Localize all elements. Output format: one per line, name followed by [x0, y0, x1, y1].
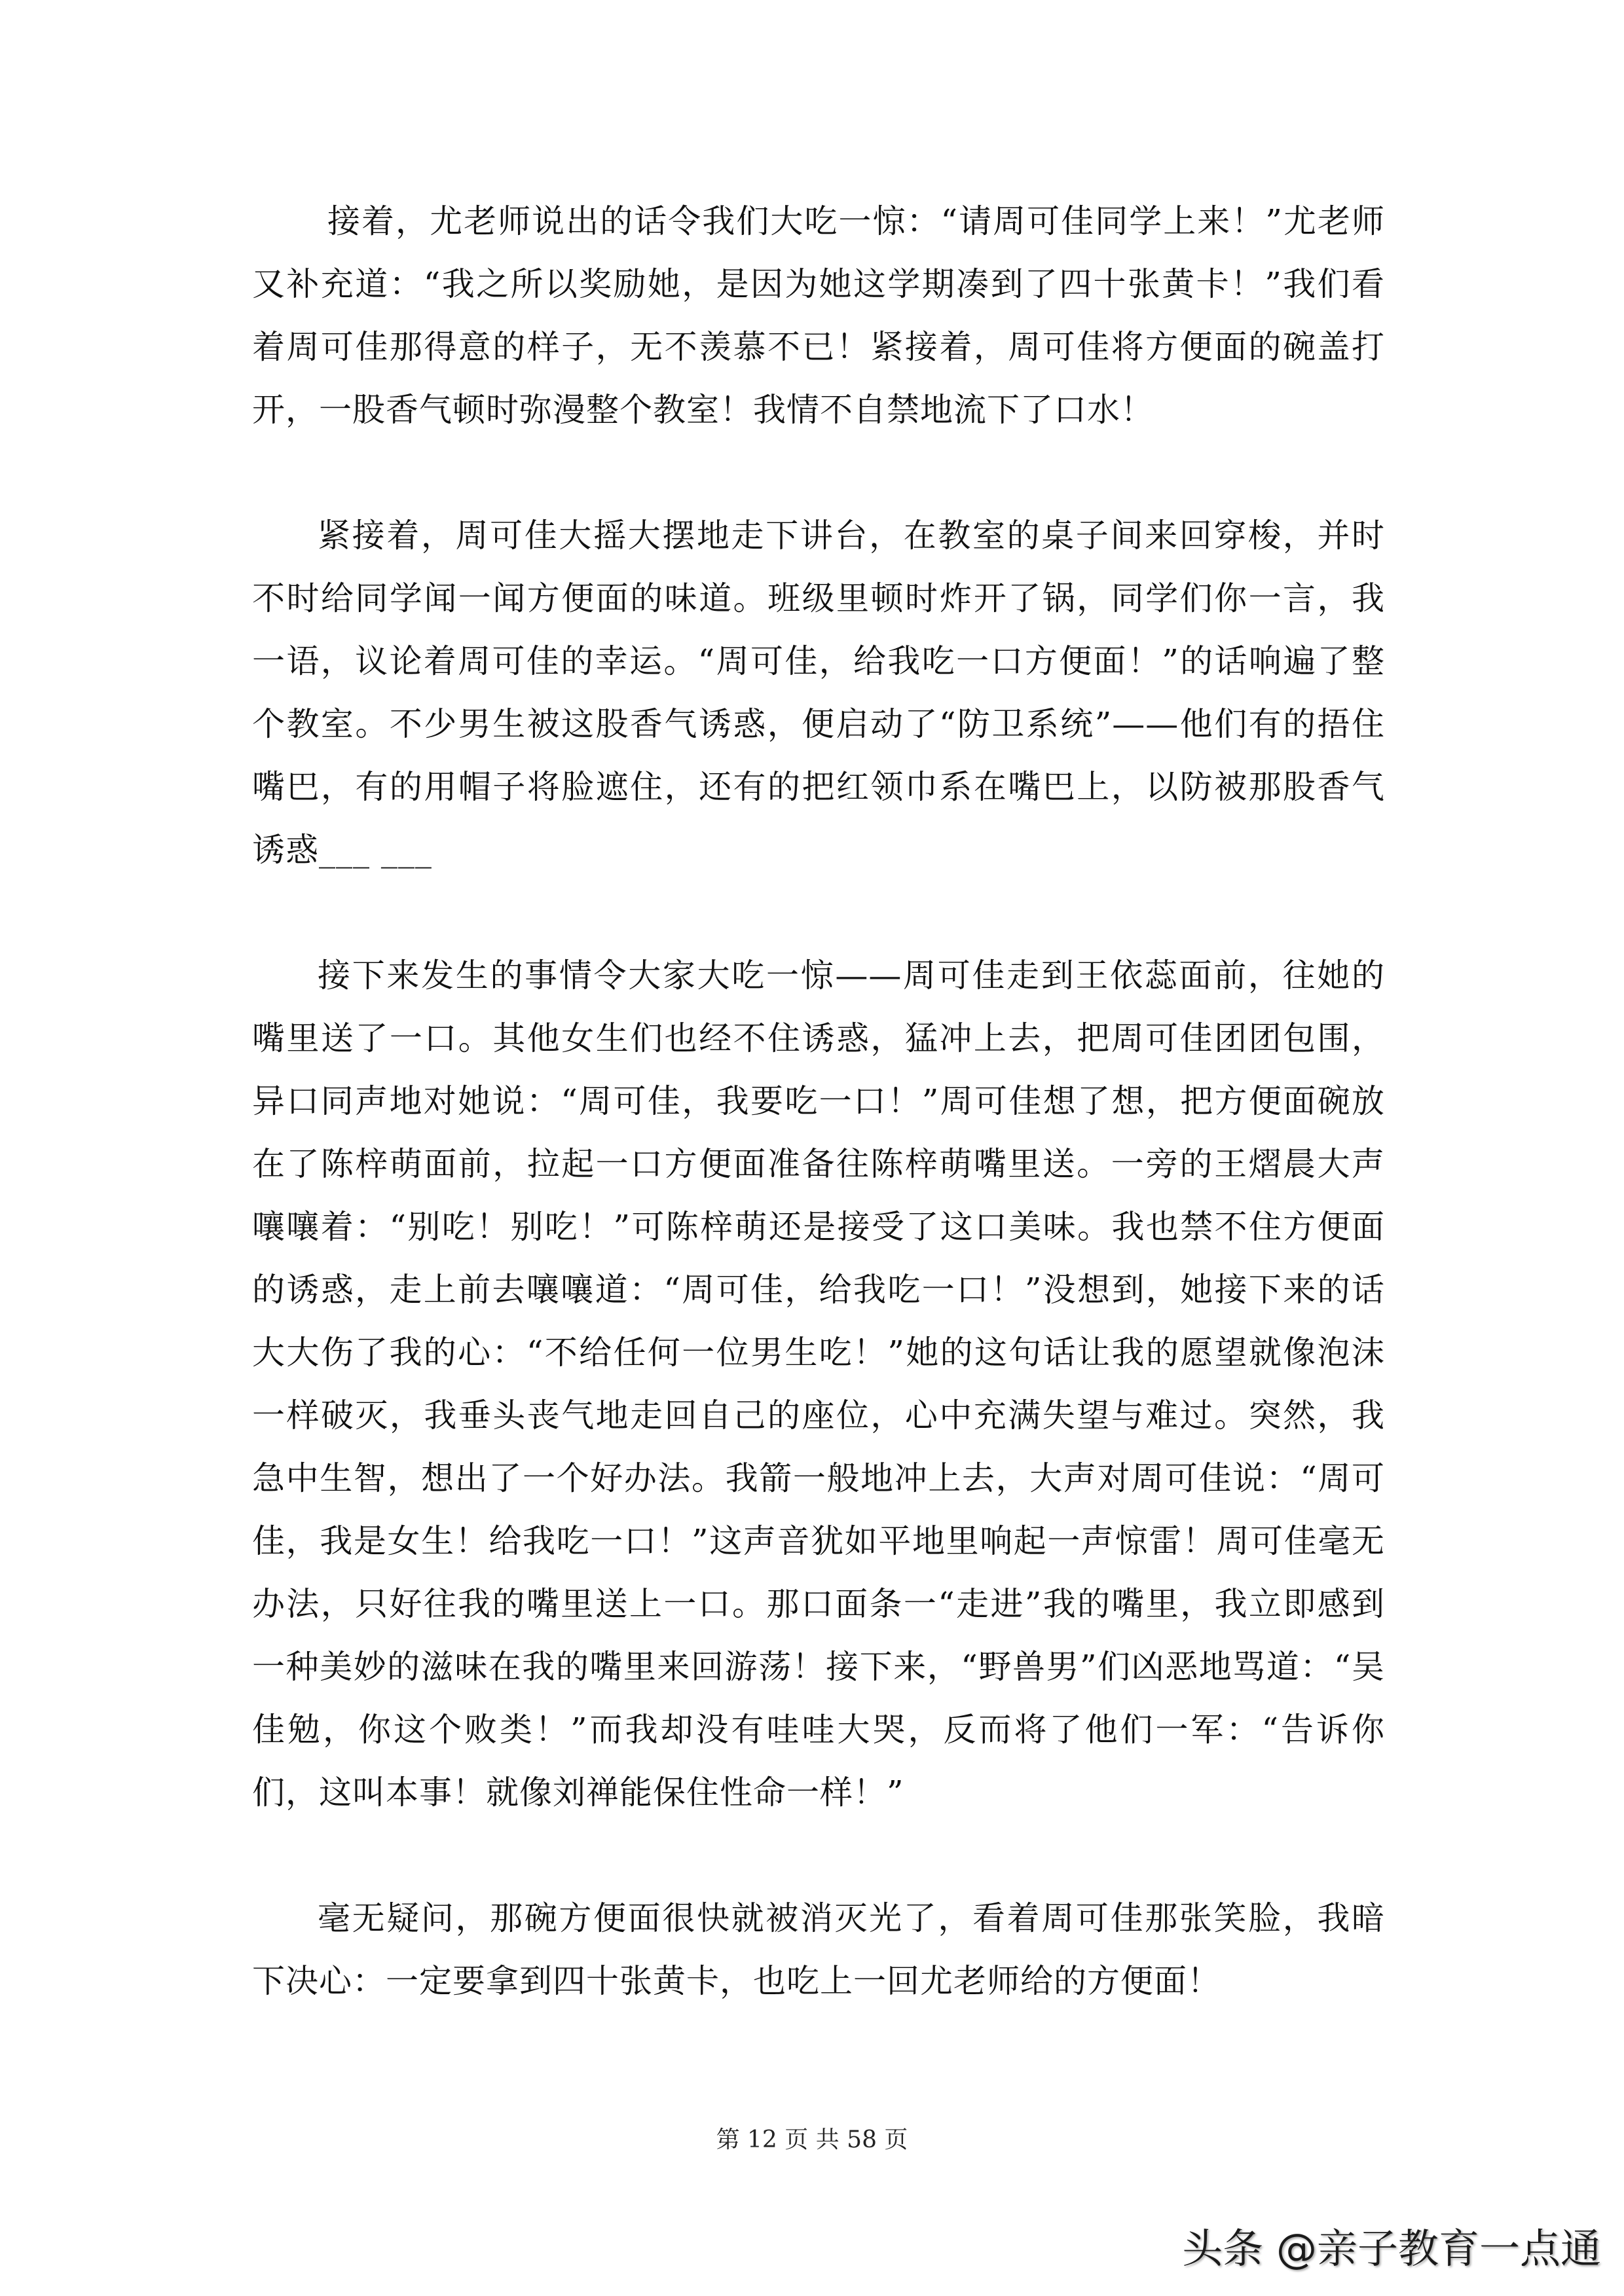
paragraph-4: 毫无疑问，那碗方便面很快就被消灭光了，看着周可佳那张笑脸，我暗下决心：一定要拿到四十张黄卡，也吃上一回尤老师给的方便面！	[252, 1899, 1385, 2000]
paragraph-3: 接下来发生的事情令大家大吃一惊——周可佳走到王依蕊面前，往她的嘴里送了一口。其他女生们也经不住诱惑，猛冲上去，把周可佳团团包围，异口同声地对她说：“周可佳，我要吃一口！”周可佳想了想，把方便面碗放在了陈梓萌面前，拉起一口方便面准备往陈梓萌嘴里送。一旁的王熠晨大声嚷嚷着：“别吃！别吃！”可陈梓萌还是接受了这口美味。我也禁不住方便面的诱惑，走上前去嚷嚷道：“周可佳，给我吃一口！”没想到，她接下来的话大大伤了我的心：“不给任何一位男生吃！”她的这句话让我的愿望就像泡沫一样破灭，我垂头丧气地走回自己的座位，心中充满失望与难过。突然，我急中生智，想出了一个好办法。我箭一般地冲上去，大声对周可佳说：“周可佳，我是女生！给我吃一口！”这声音犹如平地里响起一声惊雷！周可佳毫无办法，只好往我的嘴里送上一口。那口面条一“走进”我的嘴里，我立即感到一种美妙的滋味在我的嘴里来回游荡！接下来，“野兽男”们凶恶地骂道：“吴佳勉，你这个败类！”而我却没有哇哇大哭，反而将了他们一军：“告诉你们，这叫本事！就像刘禅能保住性命一样！”	[252, 957, 1385, 1812]
document-body	[252, 190, 1385, 2075]
source-watermark: 头条 @亲子教育一点通	[1182, 2225, 1601, 2272]
paragraph-1: 接着，尤老师说出的话令我们大吃一惊：“请周可佳同学上来！”尤老师又补充道：“我之所以奖励她，是因为她这学期凑到了四十张黄卡！”我们看着周可佳那得意的样子，无不羡慕不已！紧接着，周可佳将方便面的碗盖打开，一股香气顿时弥漫整个教室！我情不自禁地流下了口水！	[252, 202, 1385, 429]
paragraph-2: 紧接着，周可佳大摇大摆地走下讲台，在教室的桌子间来回穿梭，并时不时给同学闻一闻方便面的味道。班级里顿时炸开了锅，同学们你一言，我一语，议论着周可佳的幸运。“周可佳，给我吃一口方便面！”的话响遍了整个教室。不少男生被这股香气诱惑，便启动了“防卫系统”——他们有的捂住嘴巴，有的用帽子将脸遮住，还有的把红领巾系在嘴巴上，以防被那股香气诱惑___ ___	[252, 517, 1385, 869]
page-number-footer: 第 12 页 共 58 页	[716, 2126, 908, 2153]
